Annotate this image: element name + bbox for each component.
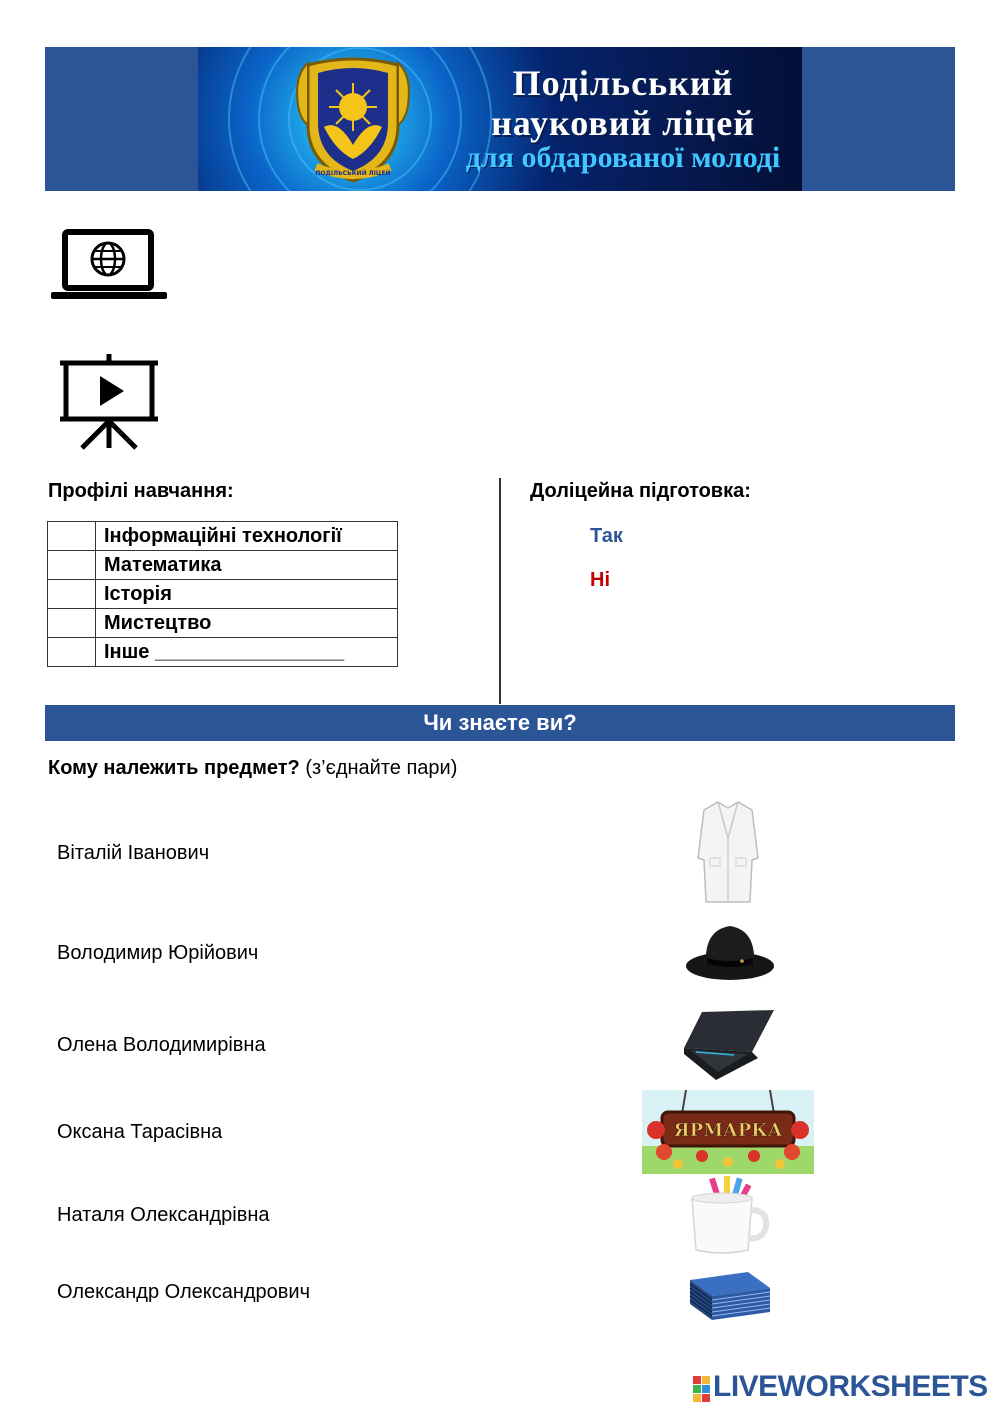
name-item[interactable]: Олена Володимирівна [57,1034,266,1056]
school-seal-icon [294,55,412,185]
profile-checkbox-other[interactable] [48,638,96,667]
profile-checkbox-history[interactable] [48,580,96,609]
lab-coat-icon[interactable] [696,798,760,906]
name-item[interactable]: Володимир Юрійович [57,942,259,964]
name-item[interactable]: Наталя Олександрівна [57,1204,270,1226]
profiles-table [47,521,398,667]
quiz-question [48,757,457,780]
laptop-icon[interactable] [682,1008,776,1082]
table-row [48,609,398,638]
no-option[interactable]: Ні [590,569,610,591]
yes-option[interactable]: Так [590,525,623,547]
mug-with-markers-icon[interactable] [686,1176,770,1256]
liveworksheets-logo-text: LIVEWORKSHEETS [713,1370,988,1403]
table-row [48,580,398,609]
section-title: Чи знаєте ви? [45,705,955,741]
profile-checkbox-art[interactable] [48,609,96,638]
banner-title-line1: Подільський [512,63,734,103]
profile-label: Математика [96,551,398,580]
name-item[interactable]: Оксана Тарасівна [57,1121,223,1143]
profiles-heading: Профілі навчання: [48,480,234,502]
profile-label: Історія [96,580,398,609]
question-bold: Кому належить предмет? [48,757,300,779]
banner-title-line2: науковий ліцей [491,103,755,143]
svg-text:ЯРМАРКА: ЯРМАРКА [673,1120,783,1141]
profile-label[interactable]: Інше _________________ [96,638,398,667]
svg-text:ПОДІЛЬСЬКИЙ ЛІЦЕЙ: ПОДІЛЬСЬКИЙ ЛІЦЕЙ [315,170,391,177]
profile-checkbox-it[interactable] [48,522,96,551]
profile-label: Інформаційні технології [96,522,398,551]
stack-of-folders-icon[interactable] [686,1270,772,1322]
table-row [48,522,398,551]
banner-title-line3: для обдарованої молоді [465,141,781,174]
name-item[interactable]: Олександр Олександрович [57,1281,311,1303]
prelyceum-heading: Доліцейна підготовка: [530,480,751,502]
profile-label: Мистецтво [96,609,398,638]
column-divider [499,478,501,704]
fair-sign-icon[interactable] [642,1090,814,1174]
school-banner [198,47,802,191]
banner-title [453,65,793,173]
question-rest: (з’єднайте пари) [299,757,458,779]
presentation-board-icon [60,354,158,450]
black-hat-icon[interactable] [684,920,776,984]
table-row [48,638,398,667]
laptop-globe-icon [50,228,168,302]
name-item[interactable]: Віталій Іванович [57,842,210,864]
profile-checkbox-math[interactable] [48,551,96,580]
table-row [48,551,398,580]
liveworksheets-logo-icon [693,1376,711,1402]
